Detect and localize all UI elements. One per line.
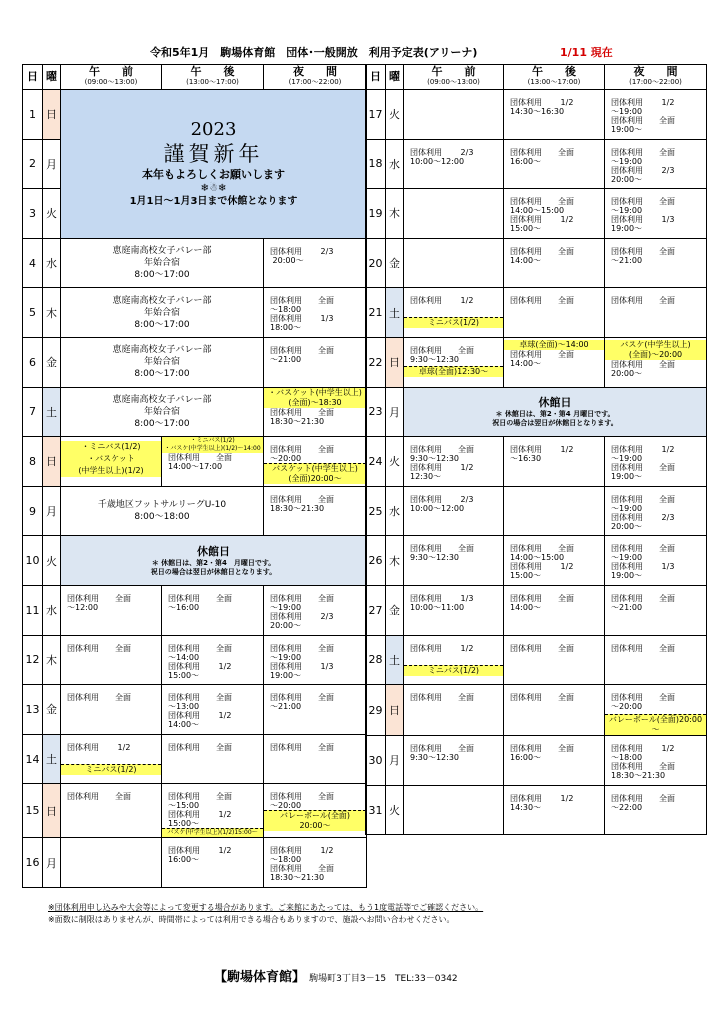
slot-afternoon: 団体利用 1/2 16:00～	[162, 838, 264, 888]
col-night: 夜 間 (17:00～22:00)	[605, 65, 707, 90]
slot-night: 団体利用 全面 ～21:00	[264, 685, 367, 735]
new-year-closure: 1月1日～1月3日まで休館となります	[129, 195, 298, 207]
note-limit: ※面数に制限はありませんが、時間帯によっては利用できる場合もありますので、施設へお問い合わせください。	[48, 915, 455, 924]
table-row	[366, 635, 707, 685]
slot-afternoon: 卓球(全面)～14:00 団体利用 全面 14:00～	[504, 337, 605, 387]
slot-night: 団体利用 全面 ～19:00 団体利用 1/3 19:00～	[264, 635, 367, 685]
table-row	[366, 387, 707, 437]
day-of-week: 月	[386, 387, 404, 437]
new-year-year: 2023	[190, 118, 237, 140]
as-of-date: 1/11 現在	[560, 46, 613, 59]
day-number: 28	[366, 635, 386, 685]
slot-morning: 団体利用 1/3 10:00～11:00	[404, 585, 504, 635]
slot-night: 団体利用 全面 ～21:00	[605, 238, 707, 288]
table-header	[366, 65, 707, 90]
slot-night: 団体利用 全面 ～21:00	[605, 585, 707, 635]
day-of-week: 火	[386, 90, 404, 140]
day-number: 20	[366, 238, 386, 288]
day-number: 25	[366, 486, 386, 536]
col-afternoon: 午 後 (13:00～17:00)	[162, 65, 264, 90]
slot-night: 団体利用 全面 ～19:00 団体利用 2/3 20:00～	[264, 585, 367, 635]
day-of-week: 日	[386, 685, 404, 736]
slot-morning: 団体利用 全面	[61, 635, 162, 685]
new-year-message: 本年もよろしくお願いします	[142, 167, 285, 181]
day-number: 22	[366, 337, 386, 387]
slot-morning	[61, 838, 162, 888]
basketball-highlight: バスケット(中学生以上) (全面)20:00～	[264, 463, 366, 484]
slot-afternoon: 団体利用 1/2 14:30～16:30	[504, 90, 605, 140]
day-of-week: 日	[386, 337, 404, 387]
closed-note: ＊ 休館日は、第2・第4 月曜日です。 祝日の場合は翌日が休館日となります。	[492, 409, 618, 427]
day-number: 5	[23, 288, 43, 338]
table-row	[23, 288, 367, 338]
closed-label: 休館日	[197, 544, 230, 558]
slot-night: 団体利用 全面 ～21:00	[264, 337, 367, 387]
day-of-week: 水	[43, 585, 61, 635]
slot-morning	[404, 90, 504, 140]
closed-note: ＊ 休館日は、第2・第4 月曜日です。 祝日の場合は翌日が休館日となります。	[150, 558, 277, 576]
col-day: 日	[23, 65, 43, 90]
slot-morning: 団体利用 全面 9:30～12:30 卓球(全面)12:30～	[404, 337, 504, 387]
slot-morning: 団体利用 1/2 ミニバス(1/2)	[61, 734, 162, 784]
day-number: 6	[23, 337, 43, 387]
table-row	[366, 536, 707, 586]
day-of-week: 火	[386, 437, 404, 487]
day-of-week: 金	[386, 585, 404, 635]
day-of-week: 土	[43, 734, 61, 784]
minibasket-highlight: ミニバス(1/2)	[404, 317, 503, 328]
table-row	[23, 238, 367, 288]
volleyball-highlight: バレーボール(全面)20:00～	[605, 714, 706, 735]
slot-morning	[404, 189, 504, 239]
day-of-week: 水	[386, 139, 404, 189]
day-of-week: 火	[386, 785, 404, 835]
col-morning: 午 前 (09:00～13:00)	[61, 65, 162, 90]
event-volley-camp: 恵庭南高校女子バレー部 年始合宿 8:00～17:00	[61, 387, 264, 437]
col-night: 夜 間 (17:00～22:00)	[264, 65, 367, 90]
table-tennis-highlight: 卓球(全面)12:30～	[404, 366, 503, 377]
facility-name: 【駒場体育館】	[214, 970, 306, 985]
table-row	[366, 337, 707, 387]
day-number: 13	[23, 685, 43, 735]
slot-morning: 団体利用 全面 9:30～12:30 団体利用 1/2 12:30～	[404, 437, 504, 487]
day-number: 29	[366, 685, 386, 736]
day-of-week: 土	[386, 635, 404, 685]
slot-night: 団体利用 全面 ～19:00 団体利用 2/3 20:00～	[605, 139, 707, 189]
slot-morning: 団体利用 全面 ～12:00	[61, 585, 162, 635]
day-number: 21	[366, 288, 386, 338]
slot-morning	[404, 785, 504, 835]
table-row	[366, 288, 707, 338]
day-of-week: 日	[43, 437, 61, 487]
table-row	[23, 635, 367, 685]
event-volley-camp: 恵庭南高校女子バレー部 年始合宿 8:00～17:00	[61, 288, 264, 338]
table-row	[23, 784, 367, 838]
col-day: 日	[366, 65, 386, 90]
day-number: 26	[366, 536, 386, 586]
table-row	[23, 437, 367, 487]
day-of-week: 日	[43, 784, 61, 838]
schedule-right	[365, 64, 707, 835]
day-number: 15	[23, 784, 43, 838]
slot-night: 団体利用 1/2 ～18:00 団体利用 全面 18:30～21:30	[605, 736, 707, 786]
slot-afternoon: 団体利用 全面 16:00～	[504, 736, 605, 786]
schedule-left	[22, 64, 367, 888]
slot-afternoon: 団体利用 全面 14:00～15:00 団体利用 1/2 15:00～	[504, 189, 605, 239]
slot-night: 団体利用 全面	[605, 635, 707, 685]
slot-night: 団体利用 全面 18:30～21:30	[264, 486, 367, 536]
day-of-week: 火	[43, 189, 61, 239]
day-of-week: 月	[43, 139, 61, 189]
col-afternoon: 午 後 (13:00～17:00)	[504, 65, 605, 90]
slot-night: 団体利用 全面 ～18:00 団体利用 1/3 18:00～	[264, 288, 367, 338]
slot-afternoon: 団体利用 全面 ～13:00 団体利用 1/2 14:00～	[162, 685, 264, 735]
slot-morning: 団体利用 全面 9:30～12:30	[404, 736, 504, 786]
basketball-highlight: バスケ(中学生以上) (全面)～20:00	[605, 340, 706, 360]
table-row	[366, 685, 707, 736]
day-number: 27	[366, 585, 386, 635]
table-row	[366, 139, 707, 189]
slot-afternoon	[504, 486, 605, 536]
slot-night: 団体利用 全面 ～20:00 バレーボール(全面)20:00～	[605, 685, 707, 736]
day-number: 24	[366, 437, 386, 487]
slot-night: バスケ(中学生以上) (全面)～20:00 団体利用 全面 20:00～	[605, 337, 707, 387]
day-number: 4	[23, 238, 43, 288]
table-row	[366, 238, 707, 288]
slot-night: 団体利用 全面	[264, 734, 367, 784]
day-of-week: 日	[43, 90, 61, 140]
note-change: ※団体利用申し込みや大会等によって変更する場合があります。ご来館にあたっては、もう1度電話等でご確認ください。	[48, 903, 484, 912]
slot-night: 団体利用 全面 ～19:00 団体利用 1/3 19:00～	[605, 189, 707, 239]
table-row	[366, 437, 707, 487]
basketball-highlight: バスケ(中学生以上)(1/2)15:00～	[162, 828, 263, 837]
slot-night: 団体利用 2/3 20:00～	[264, 238, 367, 288]
basketball-highlight: ・バスケット(中学生以上) (全面)～18:30	[264, 388, 366, 408]
day-of-week: 水	[43, 238, 61, 288]
day-number: 2	[23, 139, 43, 189]
day-number: 7	[23, 387, 43, 437]
slot-afternoon: 団体利用 全面 ～15:00 団体利用 1/2 15:00～ バスケ(中学生以上)(1/2)15:00～	[162, 784, 264, 838]
slot-night: 団体利用 全面 ～22:00	[605, 785, 707, 835]
facility-address: 駒場町3丁目3－15 TEL:33－0342	[309, 974, 458, 984]
closed-label: 休館日	[538, 395, 572, 409]
slot-afternoon: 団体利用 全面	[504, 635, 605, 685]
minibasket-highlight: ミニバス(1/2)	[404, 665, 503, 676]
slot-morning: 団体利用 全面	[61, 685, 162, 735]
day-number: 23	[366, 387, 386, 437]
day-number: 31	[366, 785, 386, 835]
volleyball-highlight: バレーボール(全面) 20:00～	[264, 810, 366, 831]
day-number: 8	[23, 437, 43, 487]
slot-afternoon: 団体利用 全面 14:00～	[504, 585, 605, 635]
slot-night: 団体利用 全面 ～20:00 バレーボール(全面) 20:00～	[264, 784, 367, 838]
day-of-week: 月	[43, 486, 61, 536]
day-number: 9	[23, 486, 43, 536]
table-row	[366, 785, 707, 835]
day-number: 17	[366, 90, 386, 140]
slot-afternoon: 団体利用 全面 14:00～15:00 団体利用 1/2 15:00～	[504, 536, 605, 586]
table-row	[366, 189, 707, 239]
slot-afternoon: 団体利用 全面 ～14:00 団体利用 1/2 15:00～	[162, 635, 264, 685]
day-of-week: 木	[386, 536, 404, 586]
col-dow: 曜	[43, 65, 61, 90]
slot-morning: 団体利用 1/2 ミニバス(1/2)	[404, 288, 504, 338]
day-number: 30	[366, 736, 386, 786]
table-row	[23, 838, 367, 888]
day-number: 1	[23, 90, 43, 140]
new-year-greeting: 謹賀新年	[163, 141, 264, 166]
slot-afternoon: 団体利用 全面 16:00～	[504, 139, 605, 189]
day-number: 3	[23, 189, 43, 239]
slot-night: 団体利用 1/2 ～18:00 団体利用 全面 18:30～21:30	[264, 838, 367, 888]
day-of-week: 木	[43, 288, 61, 338]
slot-morning: 団体利用 全面	[61, 784, 162, 838]
slot-afternoon: 団体利用 全面	[504, 288, 605, 338]
slot-night: 団体利用 全面 ～20:00 バスケット(中学生以上) (全面)20:00～	[264, 437, 367, 487]
slot-night: ・バスケット(中学生以上) (全面)～18:30 団体利用 全面 18:30～21:30	[264, 387, 367, 437]
table-row	[23, 734, 367, 784]
day-of-week: 水	[386, 486, 404, 536]
table-header	[23, 65, 367, 90]
table-row	[23, 337, 367, 387]
slot-afternoon: 団体利用 1/2 ～16:30	[504, 437, 605, 487]
slot-morning: 団体利用 2/3 10:00～12:00	[404, 486, 504, 536]
notes	[48, 902, 483, 926]
day-of-week: 月	[386, 736, 404, 786]
col-morning: 午 前 (09:00～13:00)	[404, 65, 504, 90]
closed-day	[61, 536, 367, 586]
slot-afternoon: 団体利用 全面 14:00～	[504, 238, 605, 288]
facility-footer	[214, 966, 458, 985]
slot-morning: 団体利用 1/2 ミニバス(1/2)	[404, 635, 504, 685]
slot-night: 団体利用 全面 ～19:00 団体利用 1/3 19:00～	[605, 536, 707, 586]
day-number: 14	[23, 734, 43, 784]
table-row	[23, 486, 367, 536]
day-of-week: 木	[386, 189, 404, 239]
closed-day	[404, 387, 707, 437]
event-futsal-league: 千歳地区フットサルリーグU-10 8:00～18:00	[61, 486, 264, 536]
day-of-week: 金	[43, 685, 61, 735]
slot-morning	[404, 238, 504, 288]
day-of-week: 金	[43, 337, 61, 387]
slot-night: 団体利用 1/2 ～19:00 団体利用 全面 19:00～	[605, 90, 707, 140]
table-row	[366, 486, 707, 536]
table-row	[366, 736, 707, 786]
schedule-title: 令和5年1月 駒場体育館 団体･一般開放 利用予定表(アリーナ)	[150, 46, 478, 59]
table-row	[23, 585, 367, 635]
minibasket-highlight: ミニバス(1/2)	[61, 764, 161, 775]
day-number: 10	[23, 536, 43, 586]
table-row	[23, 387, 367, 437]
slot-morning: 団体利用 全面 9:30～12:30	[404, 536, 504, 586]
new-year-notice	[61, 90, 367, 239]
slot-morning: 団体利用 全面	[404, 685, 504, 736]
table-row	[23, 90, 367, 140]
day-of-week: 金	[386, 238, 404, 288]
day-of-week: 土	[386, 288, 404, 338]
slot-afternoon: 団体利用 全面 ～16:00	[162, 585, 264, 635]
slot-afternoon: 団体利用 全面	[162, 734, 264, 784]
page-title	[0, 44, 724, 60]
slot-night: 団体利用 全面 ～19:00 団体利用 2/3 20:00～	[605, 486, 707, 536]
day-number: 18	[366, 139, 386, 189]
table-tennis-highlight: 卓球(全面)～14:00	[504, 340, 604, 350]
day-number: 12	[23, 635, 43, 685]
day-number: 11	[23, 585, 43, 635]
slot-morning	[61, 437, 162, 487]
event-volley-camp: 恵庭南高校女子バレー部 年始合宿 8:00～17:00	[61, 238, 264, 288]
slot-night: 団体利用 1/2 ～19:00 団体利用 全面 19:00～	[605, 437, 707, 487]
day-number: 19	[366, 189, 386, 239]
slot-night: 団体利用 全面	[605, 288, 707, 338]
col-dow: 曜	[386, 65, 404, 90]
slot-morning: 団体利用 2/3 10:00～12:00	[404, 139, 504, 189]
minibasket-highlight: ・ミニバス(1/2) ・バスケット (中学生以上)(1/2)	[61, 441, 161, 477]
day-of-week: 月	[43, 838, 61, 888]
event-volley-camp: 恵庭南高校女子バレー部 年始合宿 8:00～17:00	[61, 337, 264, 387]
day-of-week: 土	[43, 387, 61, 437]
table-row	[23, 536, 367, 586]
table-row	[366, 90, 707, 140]
slot-afternoon: 団体利用 1/2 14:30～	[504, 785, 605, 835]
day-number: 16	[23, 838, 43, 888]
day-of-week: 火	[43, 536, 61, 586]
minibasket-highlight: ・ミニバス(1/2) ・バスケ(中学生以上)(1/2)～14:00	[162, 437, 263, 453]
day-of-week: 木	[43, 635, 61, 685]
slot-afternoon: 団体利用 全面	[504, 685, 605, 736]
table-row	[366, 585, 707, 635]
snowman-icon: ❄☃❄	[200, 182, 227, 194]
table-row	[23, 685, 367, 735]
slot-afternoon: ・ミニバス(1/2) ・バスケ(中学生以上)(1/2)～14:00 団体利用 全面 14:00～17:00	[162, 437, 264, 487]
